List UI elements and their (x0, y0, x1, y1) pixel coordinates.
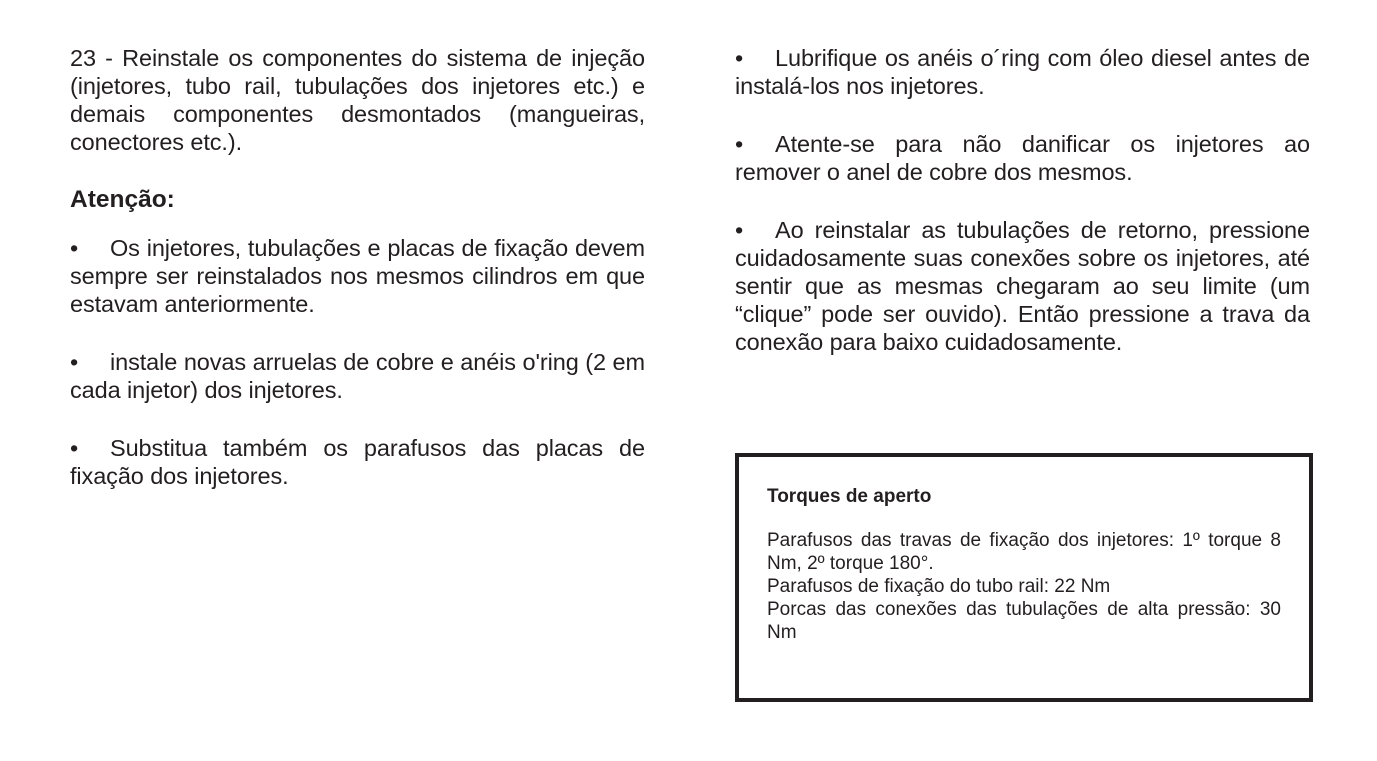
bullet-dot-icon: • (70, 349, 79, 375)
torque-specs-title: Torques de aperto (767, 486, 932, 507)
bullet-dot-icon: • (735, 131, 744, 157)
torque-spec-line: Porcas das conexões das tubulações de alta pressão: 30 Nm (767, 599, 1281, 643)
bullet-dot-icon: • (70, 435, 79, 461)
bullet-text: instale novas arruelas de cobre e anéis o'ring (2 em cada injetor) dos injetores. (70, 349, 645, 403)
bullet-item (70, 434, 645, 490)
bullet-item (735, 130, 1310, 186)
bullet-text: Substitua também os parafusos das placas de fixação dos injetores. (70, 435, 645, 489)
torque-spec-line: Parafusos de fixação do tubo rail: 22 Nm (767, 576, 1111, 597)
bullet-text: Os injetores, tubulações e placas de fixação devem sempre ser reinstalados nos mesmos cilindros em que estavam anteriormente. (70, 235, 645, 317)
bullet-item (70, 234, 645, 318)
bullet-item (735, 216, 1310, 356)
bullet-item (70, 348, 645, 404)
bullet-item (735, 44, 1310, 100)
bullet-text: Lubrifique os anéis o´ring com óleo diesel antes de instalá-los nos injetores. (735, 45, 1310, 99)
bullet-dot-icon: • (735, 45, 744, 71)
bullet-dot-icon: • (735, 217, 744, 243)
torque-specs-box (735, 453, 1313, 702)
attention-heading: Atenção: (70, 186, 175, 213)
step-23-paragraph: 23 - Reinstale os componentes do sistema de injeção (injetores, tubo rail, tubulações dos injetores etc.) e demais componentes desmontados (mangueiras, conectores etc.). (70, 45, 645, 155)
bullet-dot-icon: • (70, 235, 79, 261)
bullet-text: Ao reinstalar as tubulações de retorno, pressione cuidadosamente suas conexões sobre os injetores, até sentir que as mesmas chegaram ao seu limite (um “clique” pode ser ouvido). Então pressione a trava da conexão para baixo cuidadosamente. (735, 217, 1310, 355)
right-column (735, 44, 1310, 356)
bullet-text: Atente-se para não danificar os injetores ao remover o anel de cobre dos mesmos. (735, 131, 1310, 185)
left-column (70, 44, 645, 490)
torque-spec-line: Parafusos das travas de fixação dos injetores: 1º torque 8 Nm, 2º torque 180°. (767, 530, 1281, 574)
